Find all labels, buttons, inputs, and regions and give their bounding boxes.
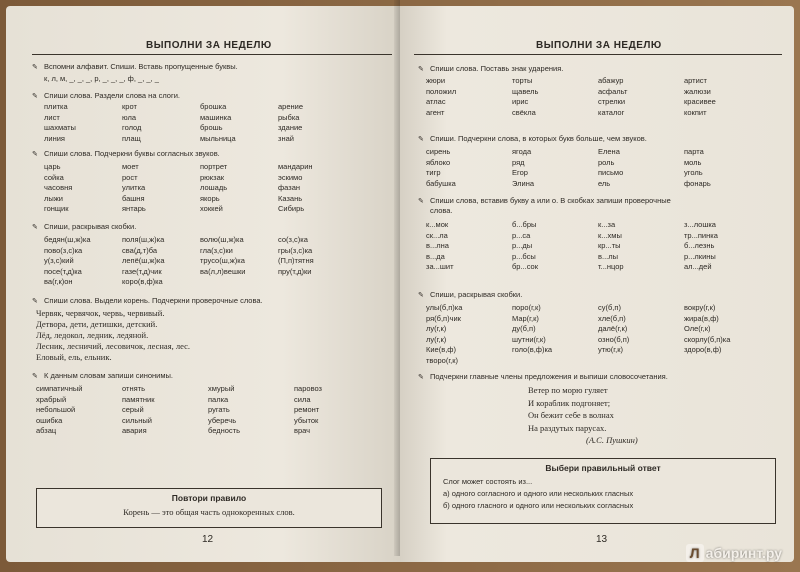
pencil-icon: ✎: [32, 298, 38, 305]
pencil-icon: ✎: [418, 198, 424, 205]
word-row: лист юла машинка рыбка: [44, 112, 300, 122]
word-row: храбрый памятник палка сила: [36, 394, 311, 404]
word-row: бедян(ш,ж)ка поля(ш,ж)ка волю(ш,ж)ка со(з,с)ка: [44, 235, 308, 244]
answer-box-title: Выбери правильный ответ: [545, 463, 661, 473]
word-row: пово(з,с)ка сва(д,т)ба гла(з,с)ки гры(з,с)ка: [44, 245, 313, 255]
word-row: симпатичный отнять хмурый паровоз: [36, 384, 323, 393]
word-row: ошибка сильный уберечь убыток: [36, 415, 319, 425]
word-row: бабушка Элина ель фонарь: [426, 178, 711, 188]
pencil-icon: ✎: [32, 151, 38, 158]
labirint-logo: Л: [686, 544, 704, 562]
exercise-instruction: ✎ Спиши. Подчеркни слова, в которых букв больше, чем звуков.: [418, 134, 647, 143]
word-row: положил щавель асфальт жалюзи: [426, 86, 711, 96]
word-row: сойка рост рюкзак эскимо: [44, 172, 303, 182]
word-row: улы(б,п)ка поро(г,к) су(б,п) вокру(г,к): [426, 303, 716, 312]
exercise-instruction: ✎ Спиши слова. Раздели слова на слоги.: [32, 91, 180, 100]
page-header: ВЫПОЛНИ ЗА НЕДЕЛЮ: [146, 40, 272, 51]
page-number: 12: [202, 534, 214, 545]
pencil-icon: ✎: [418, 66, 424, 73]
word-grid: [426, 220, 770, 273]
word-row: тигр Егор письмо уголь: [426, 168, 703, 177]
exercise-instruction: ✎ Спиши слова. Поставь знак ударения.: [418, 64, 564, 73]
word-row: у(з,с)кий лепё(ш,ж)ка трусо(ш,ж)ка (П,п)тятня: [44, 256, 314, 265]
rule-title: Повтори правило: [171, 493, 247, 503]
word-grid: [426, 76, 770, 118]
answer-box: [430, 458, 776, 524]
rule-text: Корень — это общая часть однокоренных слов.: [123, 507, 295, 517]
exercise-instruction: ✎ Спиши слова. Подчеркни буквы согласных звуков.: [32, 149, 220, 158]
word-row: за...шит бр...сок т...нцор ал...дей: [426, 262, 712, 271]
word-row: небольшой серый ругать ремонт: [36, 405, 320, 414]
word-grid: [426, 147, 770, 189]
word-row: в...да р...бсы в...лы р...лкины: [426, 251, 716, 261]
page-header: ВЫПОЛНИ ЗА НЕДЕЛЮ: [536, 40, 662, 51]
question-text: Слог может состоять из...: [443, 477, 533, 486]
exercise-instruction: ✎ Спиши, раскрывая скобки.: [418, 290, 523, 299]
pencil-icon: ✎: [32, 224, 38, 231]
word-row: атлас ирис стрелки красивее: [426, 97, 716, 106]
word-row: ря(б,п)чик Мар(г,к) хле(б,п) жира(в,ф): [426, 313, 719, 323]
word-row: плитка крот брошка арение: [44, 102, 304, 111]
word-row: абзац авария бедность врач: [36, 426, 311, 435]
exercise-instruction: ✎ Спиши, раскрывая скобки.: [32, 222, 137, 231]
word-row: в...лна р...ды кр...ты б...лезнь: [426, 241, 715, 250]
word-grid: [44, 102, 356, 144]
word-row: Кие(в,ф) голо(в,ф)ка утю(г,к) здоро(в,ф): [426, 345, 722, 354]
word-row: лыжи башня якорь Казань: [44, 193, 303, 203]
word-grid: [44, 162, 356, 215]
word-row: лу(г,к) ду(б,п) далё(г,к) Оле(г,к): [426, 324, 711, 333]
word-row: гонщик янтарь хоккей Сибирь: [44, 204, 305, 213]
word-row: ск...ла р...са к...хмы тр...пинка: [426, 230, 718, 240]
pencil-icon: ✎: [32, 373, 38, 380]
pencil-icon: ✎: [418, 136, 424, 143]
word-row: линия плащ мыльница знай: [44, 133, 294, 143]
word-grid: [426, 303, 770, 366]
word-row: жюри торты абажур артист: [426, 76, 707, 85]
header-divider: [414, 54, 782, 55]
exercise-instruction: ✎ К данным словам запиши синонимы.: [32, 371, 173, 380]
exercise-instruction: ✎ Спиши слова. Выдели корень. Подчеркни проверочные слова.: [32, 296, 263, 305]
word-row: яблоко ряд роль моль: [426, 157, 702, 167]
poem: Ветер по морю гуляет И кораблик подгоняет; Он бежит себе в волнах На раздутых парусах. (А.С. Пушкин): [528, 385, 638, 445]
word-row: посе(т,д)ка газе(т,д)чик ва(л,л)вешки пру(т,д)ки: [44, 266, 312, 276]
word-row: часовня улитка лошадь фазан: [44, 183, 301, 192]
word-grid: [44, 235, 356, 288]
exercise-instruction: ✎ Вспомни алфавит. Спиши. Вставь пропущенные буквы.: [32, 62, 238, 71]
pencil-icon: ✎: [32, 93, 38, 100]
pencil-icon: ✎: [418, 374, 424, 381]
word-row: сирень ягода Елена парта: [426, 147, 704, 156]
word-row: шахматы голод брошь здание: [44, 123, 303, 132]
word-families: Червяк, червячок, червь, червивый. Детвора, дети, детишки, детский. Лёд, ледокол, ледник, ледяной. Лесник, лесничий, лесовичок, лесная, лес. Еловый, ель, ельник.: [36, 308, 190, 362]
left-page: [6, 6, 400, 562]
answer-option: а) одного согласного и одного или нескольких гласных: [443, 489, 634, 498]
header-divider: [32, 54, 392, 55]
word-row: к...мок б...бры к...за з...лошка: [426, 220, 716, 229]
pencil-icon: ✎: [32, 64, 38, 71]
answer-option: б) одного гласного и одного или нескольких согласных: [443, 501, 634, 510]
word-row: лу(г,к) шутни(г,к) озно(б,п) скорлу(б,п)ка: [426, 334, 731, 344]
exercise-instruction-cont: слова.: [430, 206, 453, 215]
poem-author: (А.С. Пушкин): [586, 435, 638, 445]
word-grid: [36, 384, 380, 437]
pencil-icon: ✎: [418, 292, 424, 299]
page-number: 13: [596, 534, 608, 545]
right-page: [400, 6, 794, 562]
word-row: творо(г,к): [426, 355, 459, 365]
exercise-instruction: ✎ Спиши слова, вставив букву а или о. В скобках запиши проверочные: [418, 196, 671, 205]
rule-box: [36, 488, 382, 528]
word-row: агент свёкла каталог кокпит: [426, 107, 707, 117]
word-row: ва(г,к)он коро(в,ф)ка: [44, 277, 163, 286]
labirint-watermark: Л абиринт.ру: [686, 544, 782, 562]
word-row: царь моет портрет мандарин: [44, 162, 313, 171]
alphabet-line: к, л, м, _, _, _, р, _, _, _, ф, _, _, _: [44, 74, 159, 83]
exercise-instruction: ✎ Подчеркни главные члены предложения и выпиши словосочетания.: [418, 372, 668, 381]
